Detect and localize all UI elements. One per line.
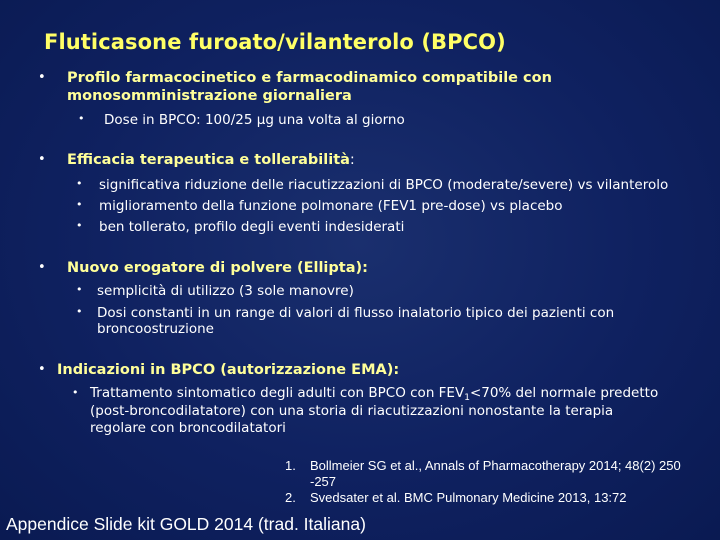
bullet-marker: •: [38, 362, 46, 377]
section3-sub2-line2: broncoostruzione: [97, 321, 214, 337]
bullet-marker: •: [38, 70, 46, 85]
reference-line: Svedsater et al. BMC Pulmonary Medicine 2013, 13:72: [310, 490, 627, 505]
bullet-marker: •: [78, 112, 85, 125]
section3-heading: Nuovo erogatore di polvere (Ellipta):: [67, 260, 368, 276]
reference-number: 1.: [285, 458, 296, 473]
section2-sub3: ben tollerato, profilo degli eventi indesiderati: [99, 219, 405, 235]
bullet-marker: •: [76, 177, 83, 190]
reference-line: -257: [310, 474, 337, 489]
section1-line1: Profilo farmacocinetico e farmacodinamico compatibile con: [67, 70, 552, 86]
section2-sub1: significativa riduzione delle riacutizzazioni di BPCO (moderate/severe) vs vilanterolo: [99, 177, 669, 193]
section1-line2: monosomministrazione giornaliera: [67, 88, 352, 104]
section1-sub1: Dose in BPCO: 100/25 µg una volta al giorno: [104, 112, 405, 128]
section4-sub-line2: (post-broncodilatatore) con una storia di riacutizzazioni nonostante la terapia: [90, 403, 614, 419]
bullet-marker: •: [76, 198, 83, 211]
reference-number: 2.: [285, 490, 296, 505]
bullet-marker: •: [76, 283, 83, 296]
bullet-marker: •: [72, 386, 79, 399]
section3-sub2-line1: Dosi constanti in un range di valori di flusso inalatorio tipico dei pazienti con: [97, 305, 615, 321]
section3-sub1: semplicità di utilizzo (3 sole manovre): [97, 283, 354, 299]
footer-text: Appendice Slide kit GOLD 2014 (trad. Italiana): [6, 514, 366, 534]
section4-heading: Indicazioni in BPCO (autorizzazione EMA):: [57, 362, 400, 378]
bullet-marker: •: [76, 305, 83, 318]
section2-sub2: miglioramento della funzione polmonare (FEV1 pre-dose) vs placebo: [99, 198, 563, 214]
bullet-marker: •: [76, 219, 83, 232]
bullet-marker: •: [38, 260, 46, 275]
bullet-marker: •: [38, 152, 46, 167]
slide-title: Fluticasone furoato/vilanterolo (BPCO): [44, 30, 506, 54]
section2-heading: Efficacia terapeutica e tollerabilità:: [67, 152, 355, 168]
section4-sub-line3: regolare con broncodilatatori: [90, 420, 286, 436]
section4-sub-line1: Trattamento sintomatico degli adulti con BPCO con $FEV_1<70\%$ del normale predetto: [90, 385, 659, 403]
reference-line: Bollmeier SG et al., Annals of Pharmacotherapy 2014; 48(2) 250: [310, 458, 681, 473]
